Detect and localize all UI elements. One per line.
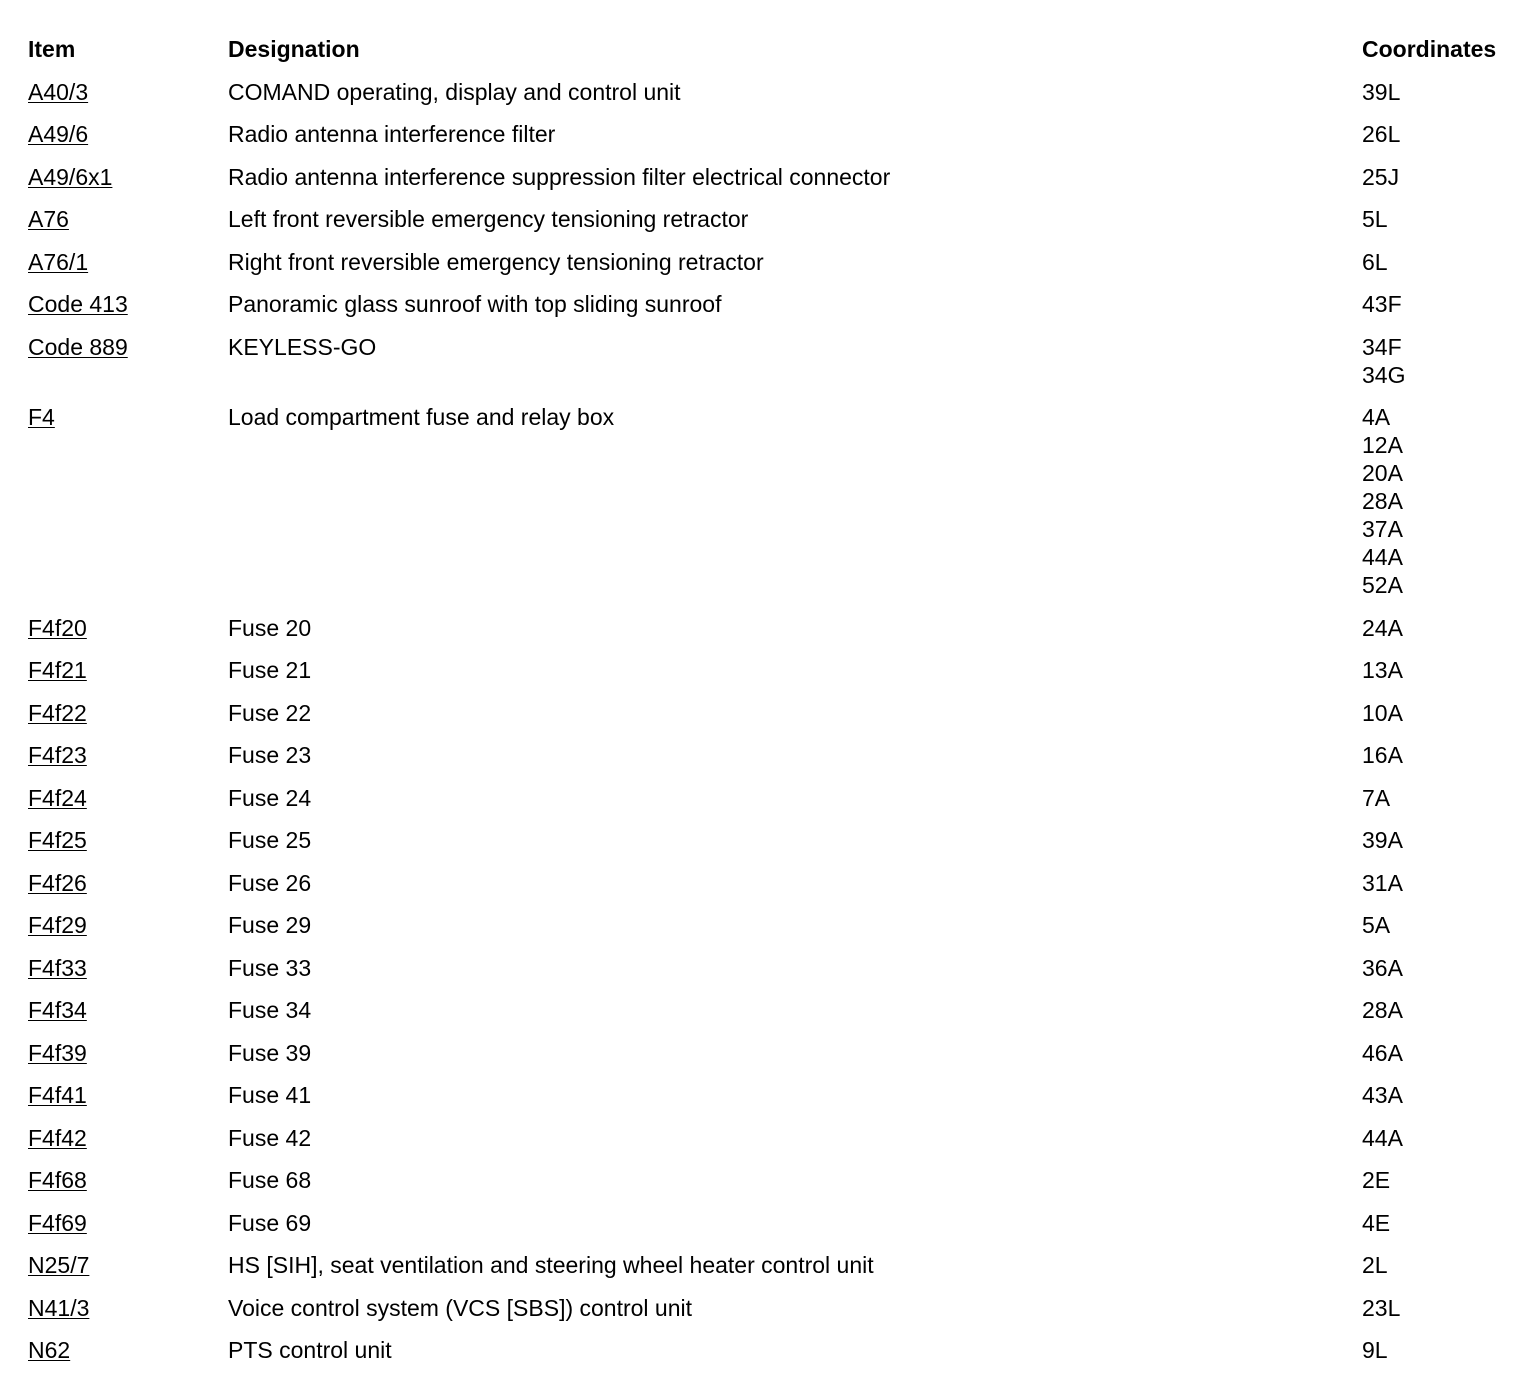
designation-cell: Panoramic glass sunroof with top sliding sunroof: [228, 291, 722, 317]
coordinates-cell: [1362, 996, 1403, 1024]
coordinates-cell: [1362, 403, 1403, 599]
item-link[interactable]: F4f25: [28, 827, 87, 853]
designation-cell: Fuse 41: [228, 1082, 312, 1108]
item-link[interactable]: N25/7: [28, 1252, 90, 1278]
item-cell: [0, 1166, 228, 1194]
coordinates-cell: [1362, 1209, 1390, 1237]
table-row: [0, 1209, 1536, 1252]
item-cell: [0, 826, 228, 854]
table-row: [0, 869, 1536, 912]
designation-cell: KEYLESS-GO: [228, 333, 377, 360]
item-link[interactable]: F4f20: [28, 614, 87, 641]
designation-cell: Fuse 24: [228, 784, 312, 811]
item-cell: [0, 996, 228, 1024]
item-cell: [0, 1336, 228, 1364]
coordinate-value: 43A: [1362, 1082, 1403, 1108]
designation-cell: HS [SIH], seat ventilation and steering wheel heater control unit: [228, 1252, 874, 1278]
coordinate-value: 46A: [1362, 1039, 1403, 1066]
coordinates-cell: [1362, 78, 1400, 106]
table-row: [0, 1294, 1536, 1337]
item-cell: [0, 1039, 228, 1067]
table-body: [0, 78, 1536, 1379]
item-cell: [0, 205, 228, 233]
item-cell: [0, 869, 228, 897]
coordinates-cell: [1362, 954, 1403, 982]
coordinate-value: 4A: [1362, 404, 1391, 430]
table-row: [0, 1039, 1536, 1082]
coordinate-value: 20A: [1362, 460, 1403, 486]
designation-cell: Fuse 23: [228, 742, 312, 768]
item-cell: [0, 784, 228, 812]
item-link[interactable]: F4f68: [28, 1167, 87, 1193]
item-cell: [0, 333, 228, 361]
coordinate-value: 36A: [1362, 954, 1403, 981]
item-cell: [0, 699, 228, 727]
item-link[interactable]: F4f34: [28, 997, 87, 1023]
table-row: [0, 656, 1536, 699]
item-link[interactable]: N41/3: [28, 1294, 90, 1321]
designation-cell: Load compartment fuse and relay box: [228, 404, 615, 430]
table-row: [0, 784, 1536, 827]
table-row: [0, 911, 1536, 954]
item-cell: [0, 248, 228, 276]
designation-cell: Fuse 69: [228, 1209, 312, 1236]
item-link[interactable]: F4f33: [28, 954, 87, 981]
item-cell: [0, 403, 228, 431]
coordinate-value: 5A: [1362, 912, 1391, 938]
designation-cell: Fuse 29: [228, 912, 312, 938]
table-row: [0, 954, 1536, 997]
table-row: [0, 333, 1536, 404]
coordinates-cell: [1362, 1081, 1403, 1109]
coordinates-cell: [1362, 784, 1390, 812]
coordinate-value: 52A: [1362, 572, 1403, 598]
designation-cell: Left front reversible emergency tensioning retractor: [228, 206, 749, 232]
designation-cell: COMAND operating, display and control unit: [228, 78, 681, 105]
item-link[interactable]: F4f21: [28, 657, 87, 683]
designation-cell: PTS control unit: [228, 1337, 392, 1363]
designation-cell: Right front reversible emergency tensioning retractor: [228, 248, 764, 275]
coordinates-cell: [1362, 248, 1388, 276]
table-row: [0, 1336, 1536, 1379]
coordinate-value: 2E: [1362, 1167, 1391, 1193]
coordinates-cell: [1362, 826, 1403, 854]
table-row: [0, 248, 1536, 291]
designation-cell: Radio antenna interference filter: [228, 121, 556, 147]
table-row: [0, 1124, 1536, 1167]
item-cell: [0, 1081, 228, 1109]
coordinates-cell: [1362, 163, 1399, 191]
item-link[interactable]: F4: [28, 404, 55, 430]
coordinate-value: 28A: [1362, 488, 1403, 514]
coordinate-value: 25J: [1362, 163, 1400, 190]
item-link[interactable]: A76: [28, 206, 69, 232]
coordinate-value: 23L: [1362, 1294, 1401, 1321]
coordinates-cell: [1362, 1294, 1400, 1322]
coordinate-value: 24A: [1362, 614, 1403, 641]
table-row: [0, 1166, 1536, 1209]
coordinate-value: 31A: [1362, 869, 1403, 896]
item-link[interactable]: F4f26: [28, 869, 87, 896]
designation-cell: Voice control system (VCS [SBS]) control unit: [228, 1294, 693, 1321]
item-link[interactable]: A76/1: [28, 248, 89, 275]
coordinate-value: 44A: [1362, 1124, 1403, 1151]
coordinate-value: 6L: [1362, 248, 1388, 275]
designation-cell: Fuse 26: [228, 869, 312, 896]
coordinate-value: 39L: [1362, 78, 1401, 105]
table-row: [0, 1081, 1536, 1124]
coordinates-cell: [1362, 1336, 1388, 1364]
table-row: [0, 699, 1536, 742]
item-cell: [0, 656, 228, 684]
item-cell: [0, 911, 228, 939]
coordinates-cell: [1362, 205, 1388, 233]
item-cell: [0, 1124, 228, 1152]
coordinate-value: 37A: [1362, 516, 1403, 542]
coordinates-cell: [1362, 290, 1402, 318]
table-row: [0, 826, 1536, 869]
designation-cell: Fuse 20: [228, 614, 312, 641]
coordinate-value: 16A: [1362, 742, 1403, 768]
item-link[interactable]: F4f29: [28, 912, 87, 938]
designation-cell: Fuse 33: [228, 954, 312, 981]
coordinates-cell: [1362, 333, 1405, 389]
coordinates-cell: [1362, 1251, 1388, 1279]
coordinates-cell: [1362, 911, 1390, 939]
coordinates-cell: [1362, 120, 1400, 148]
coordinate-value: 43F: [1362, 291, 1402, 317]
designation-cell: Fuse 34: [228, 997, 312, 1023]
coordinates-cell: [1362, 656, 1403, 684]
coordinate-value: 26L: [1362, 121, 1401, 147]
table-row: [0, 403, 1536, 614]
table-row: [0, 205, 1536, 248]
item-link[interactable]: Code 413: [28, 291, 128, 317]
coordinate-value: 9L: [1362, 1337, 1388, 1363]
coordinates-cell: [1362, 699, 1403, 727]
coordinate-value: 28A: [1362, 997, 1403, 1023]
column-header-item: Item: [28, 36, 76, 62]
table-row: [0, 163, 1536, 206]
item-link[interactable]: F4f22: [28, 699, 87, 726]
coordinate-value: 7A: [1362, 784, 1391, 811]
coordinate-value: 13A: [1362, 657, 1403, 683]
item-cell: [0, 290, 228, 318]
designation-cell: Fuse 68: [228, 1167, 312, 1193]
coordinates-cell: [1362, 741, 1403, 769]
item-cell: [0, 954, 228, 982]
item-link[interactable]: A49/6: [28, 121, 89, 147]
item-cell: [0, 1251, 228, 1279]
item-link[interactable]: A40/3: [28, 78, 89, 105]
table-row: [0, 614, 1536, 657]
coordinates-cell: [1362, 1166, 1390, 1194]
item-link[interactable]: F4f39: [28, 1039, 87, 1066]
coordinate-value: 5L: [1362, 206, 1388, 232]
item-cell: [0, 614, 228, 642]
coordinates-cell: [1362, 1039, 1403, 1067]
table-row: [0, 741, 1536, 784]
coordinate-value: 44A: [1362, 544, 1403, 570]
table-row: [0, 996, 1536, 1039]
table-row: [0, 290, 1536, 333]
designation-cell: Fuse 25: [228, 827, 312, 853]
designation-cell: Radio antenna interference suppression filter electrical connector: [228, 163, 891, 190]
coordinate-value: 4E: [1362, 1209, 1391, 1236]
item-link[interactable]: F4f42: [28, 1124, 87, 1151]
coordinates-cell: [1362, 614, 1403, 642]
coordinate-value: 12A: [1362, 432, 1403, 458]
coordinate-value: 39A: [1362, 827, 1403, 853]
table-row: [0, 78, 1536, 121]
table-header-row: [0, 0, 1536, 78]
column-header-coordinates: Coordinates: [1362, 36, 1497, 62]
column-header-designation: Designation: [228, 36, 360, 62]
designation-cell: Fuse 39: [228, 1039, 312, 1066]
item-link[interactable]: F4f41: [28, 1082, 87, 1108]
designation-cell: Fuse 42: [228, 1124, 312, 1151]
coordinate-value: 2L: [1362, 1252, 1388, 1278]
item-link[interactable]: F4f23: [28, 742, 87, 768]
item-link[interactable]: A49/6x1: [28, 163, 113, 190]
item-link[interactable]: N62: [28, 1337, 71, 1363]
coordinate-value: 10A: [1362, 699, 1403, 726]
coordinates-cell: [1362, 869, 1403, 897]
table-row: [0, 120, 1536, 163]
item-cell: [0, 1294, 228, 1322]
designation-cell: Fuse 21: [228, 657, 312, 683]
item-link[interactable]: F4f69: [28, 1209, 87, 1236]
item-cell: [0, 163, 228, 191]
coordinate-value: 34G: [1362, 361, 1406, 388]
item-cell: [0, 78, 228, 106]
item-cell: [0, 1209, 228, 1237]
designation-cell: Fuse 22: [228, 699, 312, 726]
coordinates-cell: [1362, 1124, 1403, 1152]
table-row: [0, 1251, 1536, 1294]
item-link[interactable]: Code 889: [28, 333, 128, 360]
item-cell: [0, 741, 228, 769]
item-cell: [0, 120, 228, 148]
coordinate-value: 34F: [1362, 333, 1402, 360]
item-link[interactable]: F4f24: [28, 784, 87, 811]
